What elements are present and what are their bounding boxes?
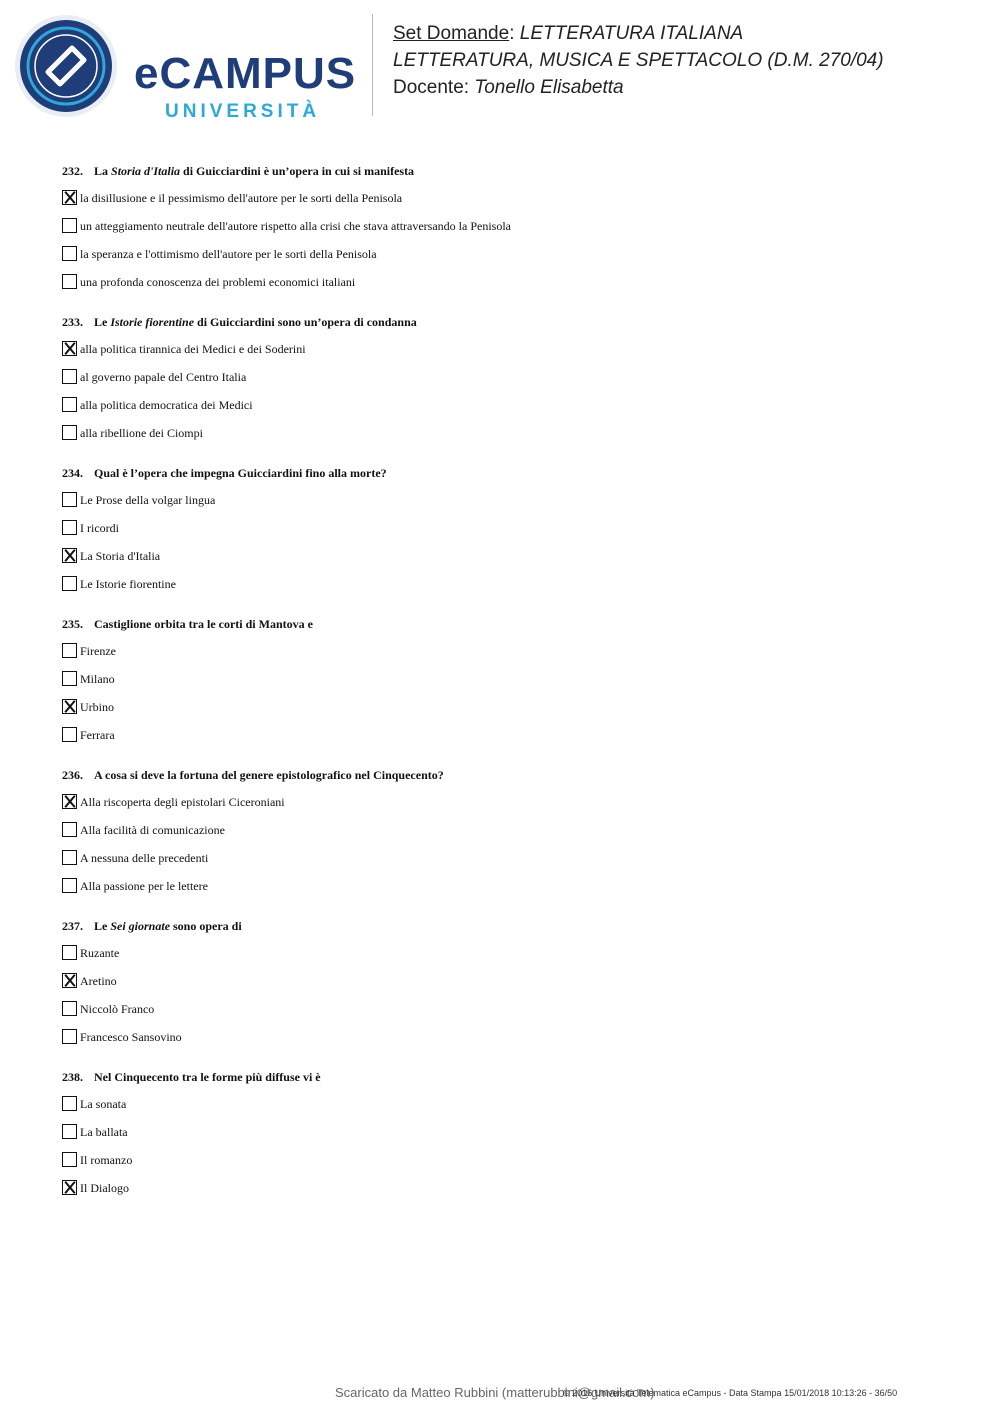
checkbox-icon[interactable] bbox=[62, 1124, 77, 1139]
question-text: Nel Cinquecento tra le forme più diffuse vi è bbox=[94, 1070, 321, 1084]
checkbox-icon[interactable] bbox=[62, 492, 77, 507]
checkbox-icon[interactable] bbox=[62, 397, 77, 412]
checkbox-icon[interactable] bbox=[62, 1029, 77, 1044]
course-title-line1: LETTERATURA ITALIANA bbox=[519, 23, 744, 44]
checked-checkbox-icon[interactable] bbox=[62, 548, 77, 563]
checked-checkbox-icon[interactable] bbox=[62, 341, 77, 356]
question-text: di Guicciardini sono un’opera di condanna bbox=[194, 315, 417, 329]
checkbox-icon[interactable] bbox=[62, 822, 77, 837]
answer-option-text: I ricordi bbox=[80, 521, 119, 535]
answer-option-text: Le Prose della volgar lingua bbox=[80, 493, 216, 507]
answer-option-text: Alla facilità di comunicazione bbox=[80, 823, 225, 837]
question-text: Le bbox=[94, 315, 111, 329]
checkbox-icon[interactable] bbox=[62, 727, 77, 742]
answer-option-text: Alla riscoperta degli epistolari Ciceroniani bbox=[80, 795, 285, 809]
question-text: A cosa si deve la fortuna del genere epistolografico nel Cinquecento? bbox=[94, 768, 444, 782]
question-number: 237. bbox=[62, 919, 83, 933]
logo-subtitle: UNIVERSITÀ bbox=[165, 101, 321, 122]
question-title bbox=[62, 466, 387, 480]
answer-option-text: A nessuna delle precedenti bbox=[80, 851, 209, 865]
checked-checkbox-icon[interactable] bbox=[62, 973, 77, 988]
answer-option-text: alla politica tirannica dei Medici e dei Soderini bbox=[80, 342, 306, 356]
header-set-line: Set Domande: LETTERATURA ITALIANA bbox=[393, 23, 744, 44]
answer-option-text: Alla passione per le lettere bbox=[80, 879, 208, 893]
answer-option-text: Il romanzo bbox=[80, 1153, 133, 1167]
question-text: Le bbox=[94, 919, 111, 933]
ecampus-logo bbox=[14, 14, 359, 122]
checkbox-icon[interactable] bbox=[62, 274, 77, 289]
checkbox-icon[interactable] bbox=[62, 1001, 77, 1016]
answer-option-text: La sonata bbox=[80, 1097, 127, 1111]
answer-option-text: alla ribellione dei Ciompi bbox=[80, 426, 203, 440]
checkbox-icon[interactable] bbox=[62, 520, 77, 535]
answer-option-text: Milano bbox=[80, 672, 115, 686]
checkbox-icon[interactable] bbox=[62, 671, 77, 686]
header-divider bbox=[372, 14, 373, 116]
question-title bbox=[62, 315, 417, 329]
question-text: Qual è l’opera che impegna Guicciardini fino alla morte? bbox=[94, 466, 387, 480]
logo-wordmark: eCAMPUS bbox=[134, 49, 357, 98]
question-text: di Guicciardini è un’opera in cui si manifesta bbox=[180, 164, 415, 178]
answer-option-text: la speranza e l'ottimismo dell'autore per le sorti della Penisola bbox=[80, 247, 377, 261]
answer-option-text: la disillusione e il pessimismo dell'autore per le sorti della Penisola bbox=[80, 191, 403, 205]
checkbox-icon[interactable] bbox=[62, 878, 77, 893]
question-number: 232. bbox=[62, 164, 83, 178]
question-title bbox=[62, 919, 242, 933]
print-info-footer: © 2016 Università Telematica eCampus - Data Stampa 15/01/2018 10:13:26 - 36/50 bbox=[563, 1388, 898, 1398]
answer-option-text: Le Istorie fiorentine bbox=[80, 577, 176, 591]
question-number: 236. bbox=[62, 768, 83, 782]
answer-option-text: Urbino bbox=[80, 700, 114, 714]
answer-option-text: Ferrara bbox=[80, 728, 115, 742]
checked-checkbox-icon[interactable] bbox=[62, 1180, 77, 1195]
answer-option-text: La ballata bbox=[80, 1125, 128, 1139]
checkbox-icon[interactable] bbox=[62, 850, 77, 865]
answer-option-text: Niccolò Franco bbox=[80, 1002, 155, 1016]
question-title bbox=[62, 768, 444, 782]
question-title bbox=[62, 617, 313, 631]
question-number: 238. bbox=[62, 1070, 83, 1084]
answer-option-text: una profonda conoscenza dei problemi economici italiani bbox=[80, 275, 356, 289]
checked-checkbox-icon[interactable] bbox=[62, 794, 77, 809]
checkbox-icon[interactable] bbox=[62, 218, 77, 233]
question-text: Storia d'Italia bbox=[111, 164, 181, 178]
answer-option-text: un atteggiamento neutrale dell'autore rispetto alla crisi che stava attraversando la Penisola bbox=[80, 219, 511, 233]
question-title bbox=[62, 164, 414, 178]
question-text: La bbox=[94, 164, 112, 178]
checkbox-icon[interactable] bbox=[62, 246, 77, 261]
header-teacher-line bbox=[393, 77, 624, 99]
answer-option-text: Aretino bbox=[80, 974, 117, 988]
question-number: 233. bbox=[62, 315, 83, 329]
checkbox-icon[interactable] bbox=[62, 643, 77, 658]
question-number: 235. bbox=[62, 617, 83, 631]
question-text: Sei giornate bbox=[110, 919, 171, 933]
checkbox-icon[interactable] bbox=[62, 369, 77, 384]
checked-checkbox-icon[interactable] bbox=[62, 190, 77, 205]
question-text: Castiglione orbita tra le corti di Mantova e bbox=[94, 617, 313, 631]
question-number: 234. bbox=[62, 466, 83, 480]
checkbox-icon[interactable] bbox=[62, 576, 77, 591]
answer-option-text: al governo papale del Centro Italia bbox=[80, 370, 247, 384]
set-label: Set Domande bbox=[393, 23, 510, 44]
answer-option-text: Il Dialogo bbox=[80, 1181, 129, 1195]
teacher-name: Tonello Elisabetta bbox=[474, 77, 624, 98]
checkbox-icon[interactable] bbox=[62, 425, 77, 440]
answer-option-text: Ruzante bbox=[80, 946, 120, 960]
course-title-line2: LETTERATURA, MUSICA E SPETTACOLO (D.M. 270/04) bbox=[393, 50, 884, 71]
checkbox-icon[interactable] bbox=[62, 1152, 77, 1167]
ecampus-emblem-icon bbox=[14, 14, 118, 118]
checked-checkbox-icon[interactable] bbox=[62, 699, 77, 714]
teacher-label: Docente: bbox=[393, 77, 475, 98]
answer-option-text: Francesco Sansovino bbox=[80, 1030, 182, 1044]
question-text: Istorie fiorentine bbox=[110, 315, 195, 329]
question-title bbox=[62, 1070, 321, 1084]
checkbox-icon[interactable] bbox=[62, 1096, 77, 1111]
download-footer: Scaricato da Matteo Rubbini (matterubbini@gmail.com) bbox=[335, 1385, 655, 1400]
question-text: sono opera di bbox=[170, 919, 242, 933]
checkbox-icon[interactable] bbox=[62, 945, 77, 960]
answer-option-text: Firenze bbox=[80, 644, 116, 658]
answer-option-text: La Storia d'Italia bbox=[80, 549, 161, 563]
answer-option-text: alla politica democratica dei Medici bbox=[80, 398, 253, 412]
